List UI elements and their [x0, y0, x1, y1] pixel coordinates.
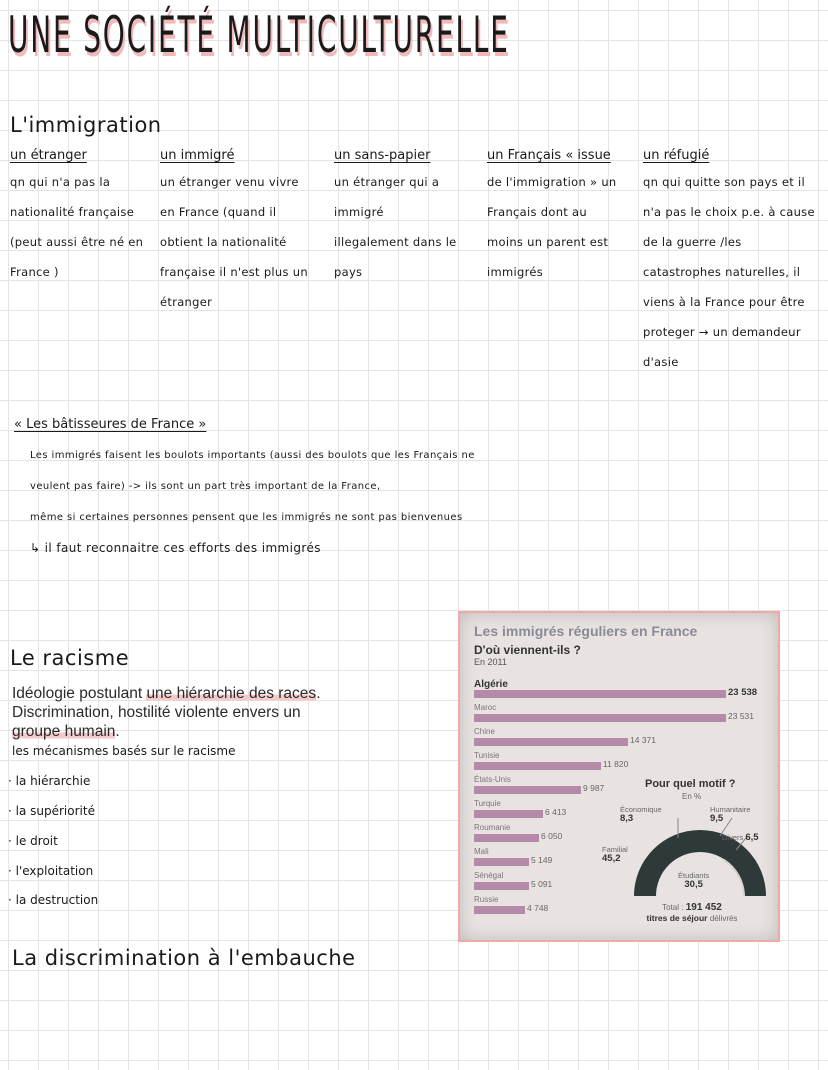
motif-name: Familial [602, 845, 628, 854]
batisseurs-line: même si certaines personnes pensent que les immigrés ne sont pas bienvenues [30, 512, 463, 523]
bar-value: 23 531 [728, 711, 754, 721]
bar-value: 9 987 [583, 783, 605, 793]
total-prefix: Total : [662, 903, 686, 912]
mecanisme-item: · l'exploitation [8, 864, 94, 878]
motif-label-familial [602, 845, 628, 863]
motif-label-etudiants [678, 871, 709, 889]
bar-label: Maroc [474, 703, 497, 712]
batisseurs-line: Les immigrés faisent les boulots importants (aussi des boulots que les Français ne [30, 450, 475, 461]
definition-refugie [643, 148, 818, 377]
bar-value: 5 149 [531, 855, 553, 865]
chart-subtitle: D'où viennent-ils ? [474, 643, 581, 657]
batisseurs-text [30, 440, 475, 564]
definition-text: qn qui quitte son pays et il n'a pas le choix p.e. à cause de la guerre /les catastrophes naturelles, il viens à la France pour être proteger → un demandeur d'asie [643, 175, 815, 369]
bar-value: 5 091 [531, 879, 553, 889]
chart-year: En 2011 [474, 657, 507, 667]
definition-text: un étranger qui a immigré illegalement dans le pays [334, 175, 457, 279]
bar-label: Chine [474, 727, 495, 736]
motif-name: Étudiants [678, 871, 710, 880]
motif-total [632, 903, 752, 924]
definition-text: de l'immigration » un Français dont au moins un parent est immigrés [487, 175, 617, 279]
racisme-heading: Le racisme [10, 646, 130, 670]
bar-value: 23 538 [728, 687, 758, 698]
bar-label: Sénégal [474, 871, 504, 880]
batisseurs-line: veulent pas faire) -> ils sont un part très important de la France, [30, 481, 381, 492]
motif-value: 6,5 [745, 832, 759, 843]
bar [474, 810, 543, 818]
definition-text: qn qui n'a pas la nationalité française (peut aussi être né en France ) [10, 175, 144, 279]
motif-name: Divers [722, 833, 744, 842]
mecanismes-title: les mécanismes basés sur le racisme [12, 744, 236, 758]
bar-value: 4 748 [527, 903, 549, 913]
bar-label: Roumanie [474, 823, 511, 832]
definition-text: un étranger venu vivre en France (quand il obtient la nationalité française il n'est plus un étranger [160, 175, 308, 309]
bar [474, 858, 529, 866]
bar [474, 834, 539, 842]
bar-label: Tunisie [474, 751, 500, 760]
batisseurs-heading: « Les bâtisseures de France » [14, 417, 207, 432]
motif-title: Pour quel motif ? [645, 778, 736, 790]
immigration-heading: L'immigration [10, 113, 162, 137]
motif-label-economique [620, 805, 662, 823]
motif-name: Économique [620, 805, 662, 814]
mecanisme-item: · le droit [8, 834, 58, 848]
definition-term: un réfugié [643, 148, 710, 163]
bar [474, 762, 601, 770]
definition-part: . [115, 723, 120, 740]
bar [474, 882, 529, 890]
bar-label: États-Unis [474, 775, 511, 784]
bar-label: Mali [474, 847, 489, 856]
definition-term: un Français « issue [487, 148, 611, 163]
highlight: groupe humain [12, 723, 116, 740]
bar [474, 738, 628, 746]
motif-value: 30,5 [684, 879, 703, 890]
bar [474, 786, 581, 794]
definition-term: un immigré [160, 148, 235, 163]
definition-francais-issu [487, 148, 619, 287]
bar-value: 6 413 [545, 807, 567, 817]
mecanisme-item: · la hiérarchie [8, 774, 91, 788]
definition-immigre [160, 148, 310, 317]
definition-term: un étranger [10, 148, 87, 163]
motif-label-divers [722, 833, 759, 842]
definition-sans-papier [334, 148, 459, 287]
immigration-chart [458, 611, 780, 942]
definition-part: Idéologie postulant [12, 685, 147, 702]
total-line2-suffix: délivrés [709, 914, 738, 923]
motif-value: 9,5 [710, 813, 724, 824]
bar-label: Turquie [474, 799, 501, 808]
total-line2: titres de séjour [646, 913, 710, 923]
bar-label: Russie [474, 895, 499, 904]
mecanisme-item: · la supériorité [8, 804, 95, 818]
definition-term: un sans-papier [334, 148, 431, 163]
discrimination-heading: La discrimination à l'embauche [12, 946, 356, 970]
total-value: 191 452 [685, 902, 722, 913]
mecanisme-item: · la destruction [8, 893, 99, 907]
batisseurs-line: ↳ il faut reconnaitre ces efforts des immigrés [30, 541, 321, 555]
motif-label-humanitaire [710, 805, 750, 823]
page-title: UNE SOCIÉTÉ MULTICULTURELLE [8, 6, 510, 64]
highlight: une hiérarchie des races [146, 685, 317, 702]
motif-value: 8,3 [620, 813, 634, 824]
bar [474, 906, 525, 914]
bar-value: 6 050 [541, 831, 563, 841]
motif-name: Humanitaire [710, 805, 751, 814]
racisme-definition [12, 684, 352, 741]
definition-part: Discrimination, hostilité violente envers un [12, 704, 301, 721]
definition-etranger [10, 148, 145, 287]
bar-value: 14 371 [630, 735, 656, 745]
bar [474, 714, 726, 722]
motif-unit: En % [682, 792, 702, 801]
definition-part: . [316, 685, 321, 702]
bar [474, 690, 726, 698]
bar-value: 11 820 [603, 759, 629, 769]
bar-label: Algérie [474, 679, 508, 690]
chart-title: Les immigrés réguliers en France [474, 623, 698, 639]
motif-value: 45,2 [602, 853, 621, 864]
